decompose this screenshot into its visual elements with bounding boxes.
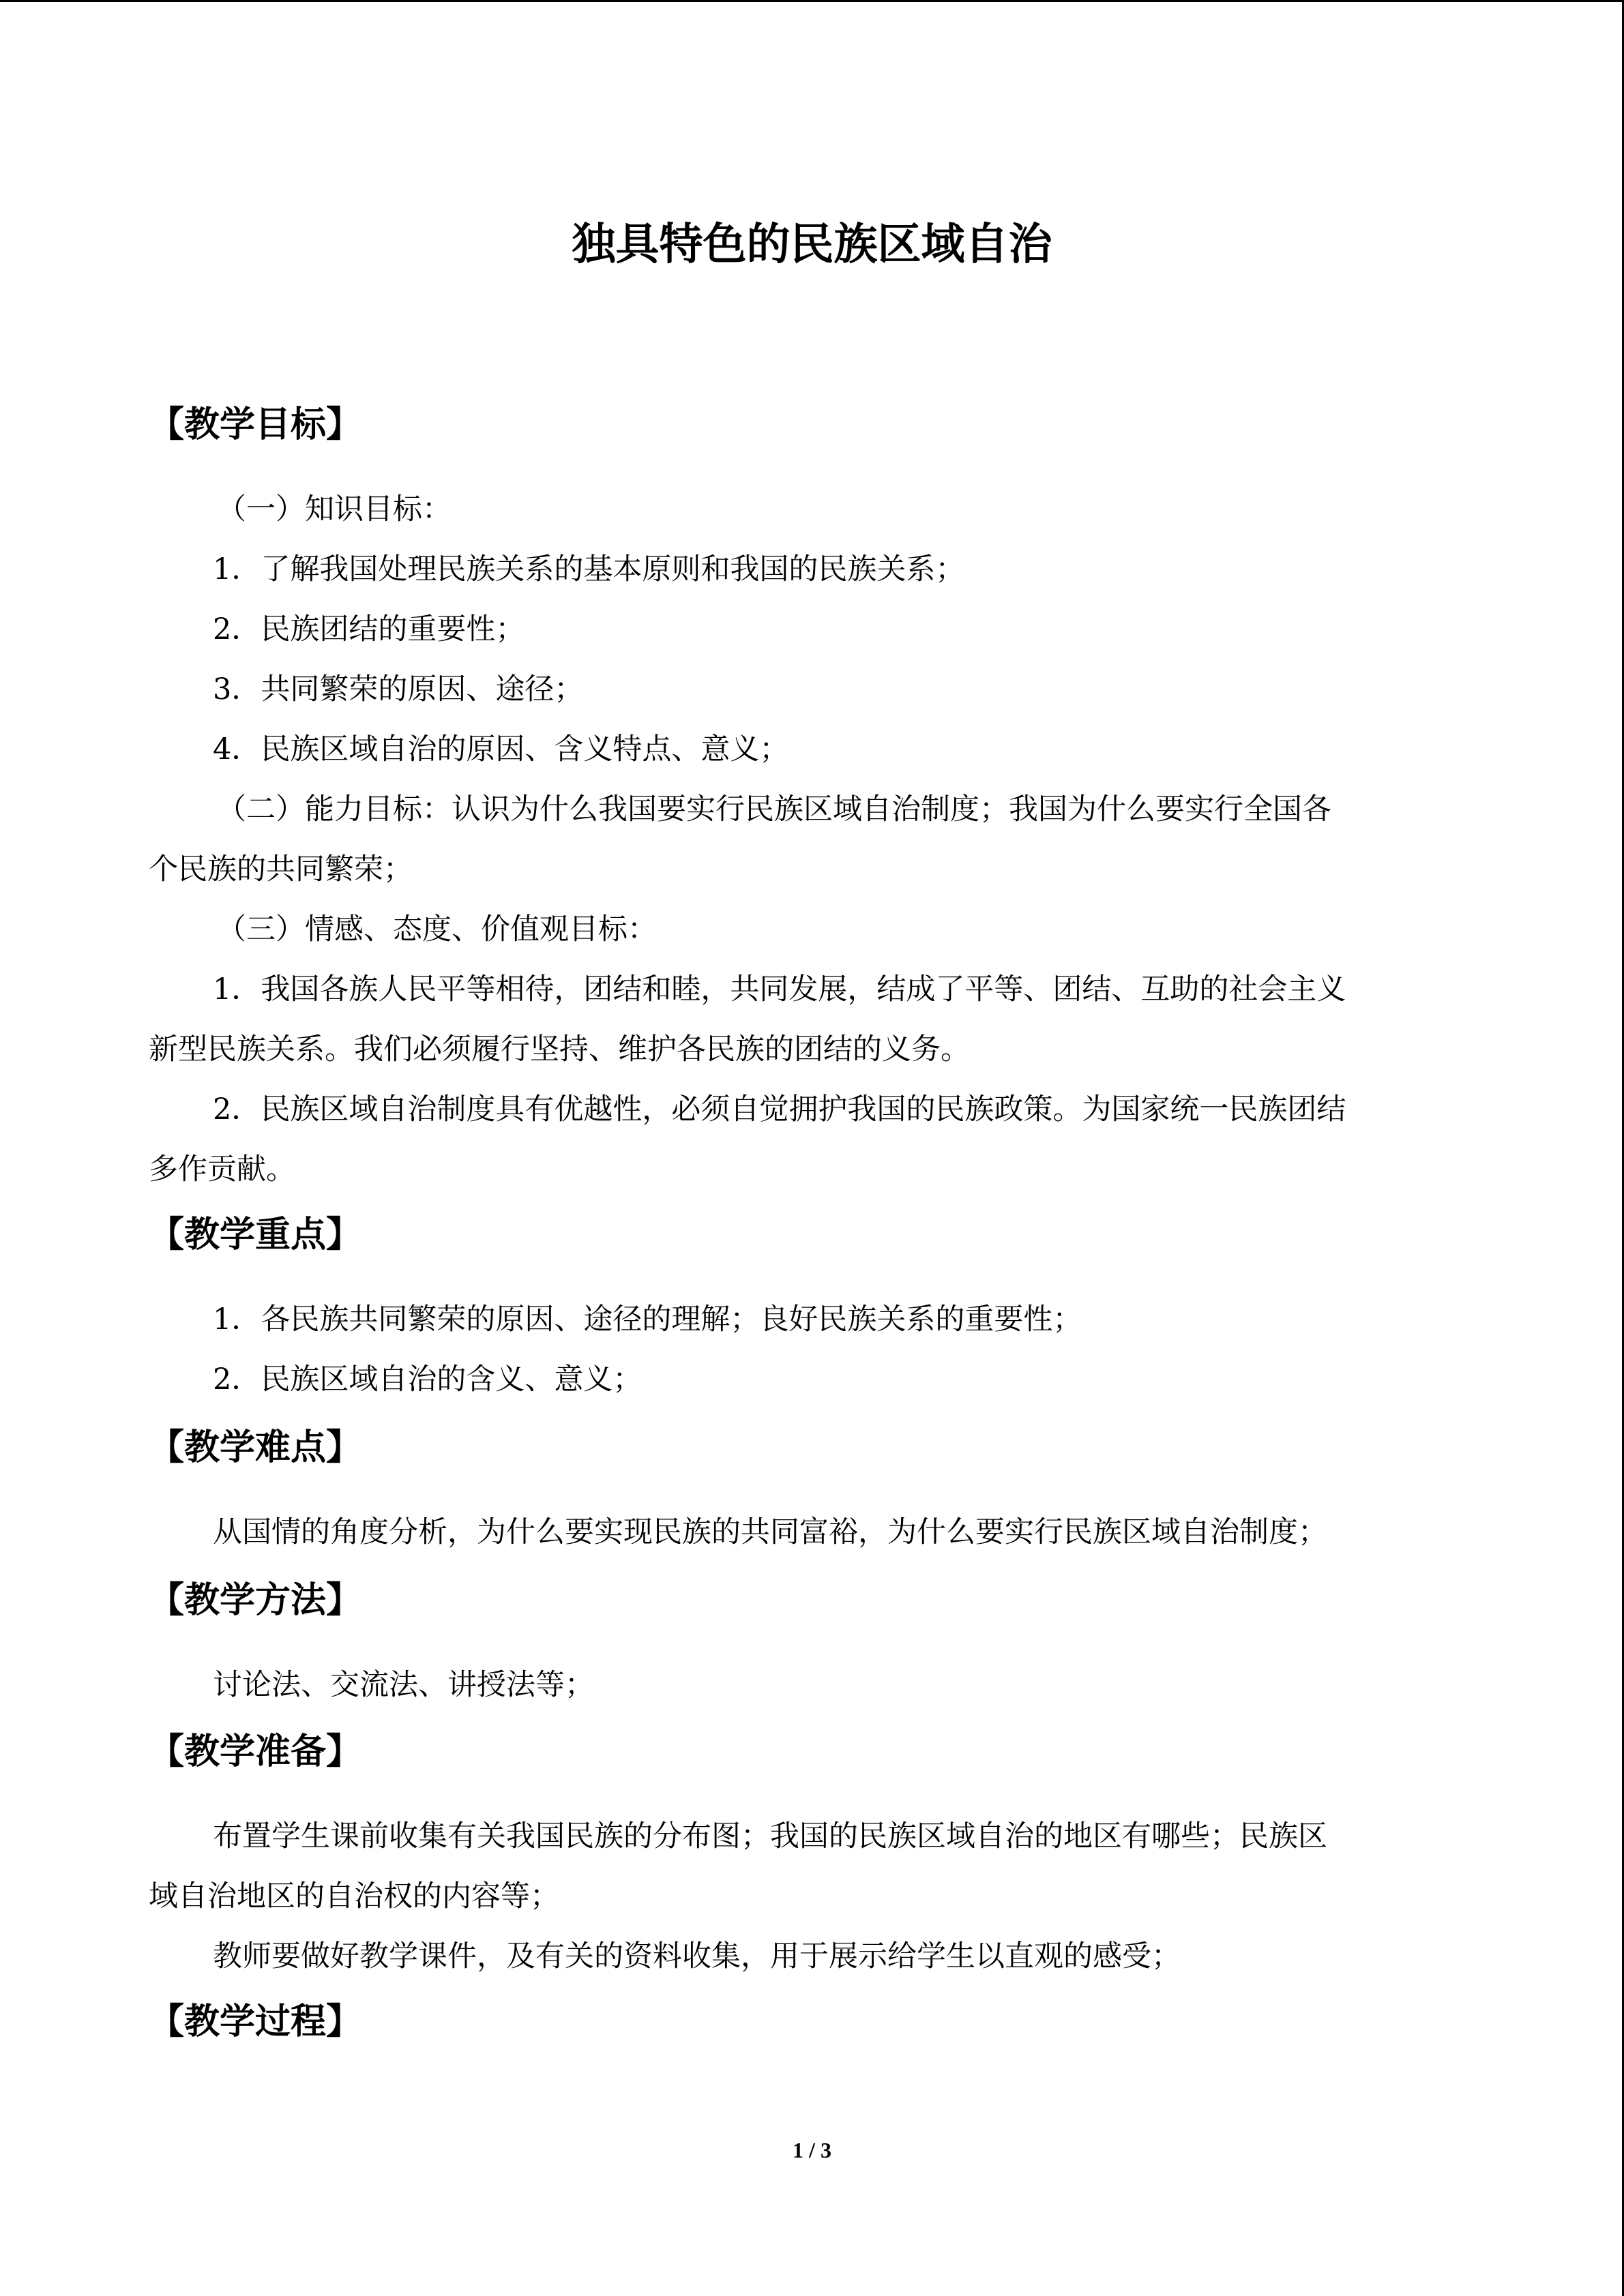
paragraph-line: 布置学生课前收集有关我国民族的分布图；我国的民族区域自治的地区有哪些；民族区 xyxy=(213,1819,1327,1853)
section-heading-key-points: 【教学重点】 xyxy=(149,1214,362,1255)
section-heading-methods: 【教学方法】 xyxy=(149,1580,362,1621)
paragraph-line: 从国情的角度分析，为什么要实现民族的共同富裕，为什么要实行民族区域自治制度； xyxy=(213,1515,1327,1549)
paragraph-line: 1．各民族共同繁荣的原因、途径的理解；良好民族关系的重要性； xyxy=(213,1302,1082,1337)
paragraph-line: 教师要做好教学课件，及有关的资料收集，用于展示给学生以直观的感受； xyxy=(213,1939,1181,1973)
paragraph-line: 个民族的共同繁荣； xyxy=(149,852,413,886)
section-heading-objectives: 【教学目标】 xyxy=(149,404,362,445)
section-heading-process: 【教学过程】 xyxy=(149,2001,362,2042)
paragraph-line: 2．民族区域自治的含义、意义； xyxy=(213,1362,643,1397)
paragraph-line: 域自治地区的自治权的内容等； xyxy=(149,1879,559,1913)
paragraph-line: （二）能力目标：认识为什么我国要实行民族区域自治制度；我国为什么要实行全国各 xyxy=(217,792,1331,826)
paragraph-line: 1．了解我国处理民族关系的基本原则和我国的民族关系； xyxy=(213,552,965,586)
paragraph-line: 多作贡献。 xyxy=(149,1152,295,1187)
paragraph-line: 2．民族区域自治制度具有优越性，必须自觉拥护我国的民族政策。为国家统一民族团结 xyxy=(213,1092,1346,1127)
paragraph-line: 讨论法、交流法、讲授法等； xyxy=(213,1668,594,1702)
paragraph-line: （三）情感、态度、价值观目标： xyxy=(217,912,657,946)
section-heading-difficulties: 【教学难点】 xyxy=(149,1427,362,1468)
paragraph-line: 新型民族关系。我们必须履行坚持、维护各民族的团结的义务。 xyxy=(149,1032,970,1067)
document-title: 独具特色的民族区域自治 xyxy=(572,220,1052,270)
paragraph-line: 3．共同繁荣的原因、途径； xyxy=(213,672,584,706)
page-number: 1 / 3 xyxy=(793,2138,831,2162)
paragraph-line: 1．我国各族人民平等相待，团结和睦，共同发展，结成了平等、团结、互助的社会主义 xyxy=(213,972,1346,1007)
paragraph-line: 2．民族团结的重要性； xyxy=(213,612,525,646)
paragraph-line: （一）知识目标： xyxy=(217,492,452,526)
paragraph-line: 4．民族区域自治的原因、含义特点、意义； xyxy=(213,732,789,766)
section-heading-preparation: 【教学准备】 xyxy=(149,1731,362,1772)
